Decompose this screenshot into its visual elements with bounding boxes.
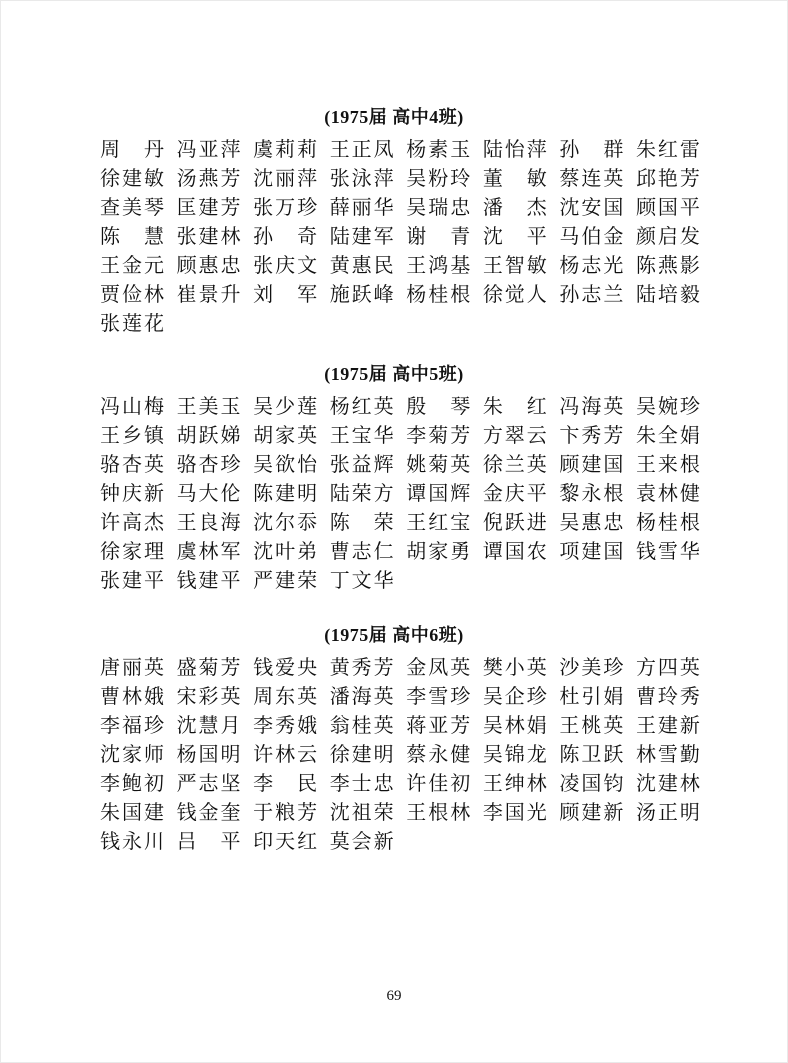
name-cell: 黄秀芳 bbox=[329, 657, 394, 679]
name-cell: 王建新 bbox=[635, 715, 700, 737]
name-cell: 张益辉 bbox=[329, 454, 394, 476]
name-cell: 邱艳芳 bbox=[635, 168, 700, 190]
name-cell: 周东英 bbox=[253, 686, 318, 708]
name-cell: 张莲花 bbox=[100, 313, 164, 335]
name-cell: 吴粉玲 bbox=[406, 168, 471, 190]
name-cell: 王良海 bbox=[176, 512, 241, 534]
name-cell: 虞莉莉 bbox=[253, 139, 318, 161]
name-cell: 吴企珍 bbox=[482, 686, 547, 708]
name-cell: 李士忠 bbox=[329, 773, 394, 795]
name-cell: 金凤英 bbox=[406, 657, 471, 679]
name-cell: 李菊芳 bbox=[406, 425, 471, 447]
name-cell: 沈建林 bbox=[635, 773, 700, 795]
name-cell: 徐家理 bbox=[100, 541, 164, 563]
name-cell: 钱金奎 bbox=[176, 802, 241, 824]
name-cell: 吴少莲 bbox=[253, 396, 318, 418]
name-cell: 宋彩英 bbox=[176, 686, 241, 708]
name-cell: 杨素玉 bbox=[406, 139, 471, 161]
name-cell: 潘海英 bbox=[329, 686, 394, 708]
name-cell: 钱雪华 bbox=[635, 541, 700, 563]
name-cell: 查美琴 bbox=[100, 197, 164, 219]
name-cell: 孙 群 bbox=[559, 139, 624, 161]
name-cell: 胡家英 bbox=[253, 425, 318, 447]
name-cell: 胡家勇 bbox=[406, 541, 471, 563]
name-cell: 李 民 bbox=[253, 773, 318, 795]
name-cell: 沈尔忝 bbox=[253, 512, 318, 534]
name-cell: 钱永川 bbox=[100, 831, 164, 853]
name-cell: 杨桂根 bbox=[635, 512, 700, 534]
name-cell: 张建林 bbox=[176, 226, 241, 248]
name-cell: 唐丽英 bbox=[100, 657, 164, 679]
name-cell: 陆建军 bbox=[329, 226, 394, 248]
name-cell: 陈燕影 bbox=[635, 255, 700, 277]
name-cell: 王宝华 bbox=[329, 425, 394, 447]
name-cell: 朱 红 bbox=[482, 396, 547, 418]
name-cell: 王金元 bbox=[100, 255, 164, 277]
name-cell: 沈叶弟 bbox=[253, 541, 318, 563]
name-cell: 姚菊英 bbox=[406, 454, 471, 476]
name-cell: 于粮芳 bbox=[253, 802, 318, 824]
name-cell: 陈建明 bbox=[253, 483, 318, 505]
name-cell: 钱爱央 bbox=[253, 657, 318, 679]
name-cell: 王美玉 bbox=[176, 396, 241, 418]
name-cell: 朱红雷 bbox=[635, 139, 700, 161]
name-cell: 刘 军 bbox=[253, 284, 318, 306]
name-cell: 吴欲怡 bbox=[253, 454, 318, 476]
name-cell: 樊小英 bbox=[482, 657, 547, 679]
name-cell: 张万珍 bbox=[253, 197, 318, 219]
name-cell: 王根林 bbox=[406, 802, 471, 824]
name-cell: 倪跃进 bbox=[482, 512, 547, 534]
name-cell: 顾国平 bbox=[635, 197, 700, 219]
name-cell: 王智敏 bbox=[482, 255, 547, 277]
name-cell: 杨志光 bbox=[559, 255, 624, 277]
name-cell: 朱全娟 bbox=[635, 425, 700, 447]
name-cell: 袁林健 bbox=[635, 483, 700, 505]
name-cell: 吴瑞忠 bbox=[406, 197, 471, 219]
name-cell: 蒋亚芳 bbox=[406, 715, 471, 737]
name-cell: 徐觉人 bbox=[482, 284, 547, 306]
name-cell: 顾建新 bbox=[559, 802, 624, 824]
section-title-class5: (1975届 高中5班) bbox=[324, 364, 464, 384]
name-cell: 杨桂根 bbox=[406, 284, 471, 306]
name-cell: 蔡永健 bbox=[406, 744, 471, 766]
name-cell: 吕 平 bbox=[176, 831, 241, 853]
page-number: 69 bbox=[386, 988, 402, 1004]
name-cell: 王乡镇 bbox=[100, 425, 164, 447]
name-cell: 蔡连英 bbox=[559, 168, 624, 190]
name-cell: 陈卫跃 bbox=[559, 744, 624, 766]
name-cell: 曹玲秀 bbox=[635, 686, 700, 708]
name-cell: 谭国农 bbox=[482, 541, 547, 563]
name-cell: 项建国 bbox=[559, 541, 624, 563]
name-cell: 严建荣 bbox=[253, 570, 318, 592]
name-cell: 汤正明 bbox=[635, 802, 700, 824]
section-title-class4: (1975届 高中4班) bbox=[324, 107, 464, 127]
name-cell: 殷 琴 bbox=[406, 396, 471, 418]
name-cell: 林雪勤 bbox=[635, 744, 700, 766]
name-cell: 冯山梅 bbox=[100, 396, 164, 418]
name-cell: 王来根 bbox=[635, 454, 700, 476]
name-cell: 徐建明 bbox=[329, 744, 394, 766]
name-cell: 陆培毅 bbox=[635, 284, 700, 306]
name-cell: 孙 奇 bbox=[253, 226, 318, 248]
name-cell: 马大伦 bbox=[176, 483, 241, 505]
names-grid-class4 bbox=[100, 136, 700, 339]
name-cell: 杜引娟 bbox=[559, 686, 624, 708]
name-cell: 杨国明 bbox=[176, 744, 241, 766]
name-cell: 薛丽华 bbox=[329, 197, 394, 219]
name-cell: 吴婉珍 bbox=[635, 396, 700, 418]
name-cell: 李鲍初 bbox=[100, 773, 164, 795]
name-cell: 吴锦龙 bbox=[482, 744, 547, 766]
name-cell: 黄惠民 bbox=[329, 255, 394, 277]
name-cell: 胡跃娣 bbox=[176, 425, 241, 447]
name-cell: 李雪珍 bbox=[406, 686, 471, 708]
name-cell: 王鸿基 bbox=[406, 255, 471, 277]
name-cell: 谭国辉 bbox=[406, 483, 471, 505]
name-cell: 匡建芳 bbox=[176, 197, 241, 219]
name-cell: 骆杏珍 bbox=[176, 454, 241, 476]
name-cell: 颜启发 bbox=[635, 226, 700, 248]
name-cell: 虞林军 bbox=[176, 541, 241, 563]
name-cell: 徐建敏 bbox=[100, 168, 164, 190]
name-cell: 沈安国 bbox=[559, 197, 624, 219]
name-cell: 吴惠忠 bbox=[559, 512, 624, 534]
name-cell: 黎永根 bbox=[559, 483, 624, 505]
name-cell: 冯海英 bbox=[559, 396, 624, 418]
name-cell: 钱建平 bbox=[176, 570, 241, 592]
name-cell: 许佳初 bbox=[406, 773, 471, 795]
name-cell: 李福珍 bbox=[100, 715, 164, 737]
name-cell: 骆杏英 bbox=[100, 454, 164, 476]
name-cell: 王红宝 bbox=[406, 512, 471, 534]
name-cell: 李秀娥 bbox=[253, 715, 318, 737]
name-cell: 凌国钧 bbox=[559, 773, 624, 795]
name-cell: 张建平 bbox=[100, 570, 164, 592]
section-title-class6: (1975届 高中6班) bbox=[324, 625, 464, 645]
name-cell: 丁文华 bbox=[329, 570, 394, 592]
name-cell: 卞秀芳 bbox=[559, 425, 624, 447]
name-cell: 马伯金 bbox=[559, 226, 624, 248]
name-cell: 谢 青 bbox=[406, 226, 471, 248]
name-cell: 顾建国 bbox=[559, 454, 624, 476]
name-cell: 沈祖荣 bbox=[329, 802, 394, 824]
name-cell: 曹林娥 bbox=[100, 686, 164, 708]
name-cell: 王桃英 bbox=[559, 715, 624, 737]
name-cell: 莫会新 bbox=[329, 831, 394, 853]
name-cell: 陆怡萍 bbox=[482, 139, 547, 161]
name-cell: 许高杰 bbox=[100, 512, 164, 534]
names-grid-class6 bbox=[100, 654, 700, 857]
name-cell: 徐兰英 bbox=[482, 454, 547, 476]
name-cell: 汤燕芳 bbox=[176, 168, 241, 190]
name-cell: 陆荣方 bbox=[329, 483, 394, 505]
name-cell: 沈慧月 bbox=[176, 715, 241, 737]
name-cell: 方四英 bbox=[635, 657, 700, 679]
name-cell: 吴林娟 bbox=[482, 715, 547, 737]
name-cell: 沈丽萍 bbox=[253, 168, 318, 190]
name-cell: 朱国建 bbox=[100, 802, 164, 824]
name-cell: 陈 荣 bbox=[329, 512, 394, 534]
name-cell: 张泳萍 bbox=[329, 168, 394, 190]
name-cell: 杨红英 bbox=[329, 396, 394, 418]
name-cell: 印天红 bbox=[253, 831, 318, 853]
name-cell: 孙志兰 bbox=[559, 284, 624, 306]
name-cell: 翁桂英 bbox=[329, 715, 394, 737]
name-cell: 周 丹 bbox=[100, 139, 164, 161]
name-cell: 王正凤 bbox=[329, 139, 394, 161]
name-cell: 顾惠忠 bbox=[176, 255, 241, 277]
name-cell: 冯亚萍 bbox=[176, 139, 241, 161]
name-cell: 盛菊芳 bbox=[176, 657, 241, 679]
name-cell: 曹志仁 bbox=[329, 541, 394, 563]
name-cell: 陈 慧 bbox=[100, 226, 164, 248]
name-cell: 贾俭林 bbox=[100, 284, 164, 306]
name-cell: 金庆平 bbox=[482, 483, 547, 505]
name-cell: 严志坚 bbox=[176, 773, 241, 795]
name-cell: 王绅林 bbox=[482, 773, 547, 795]
name-cell: 沈家师 bbox=[100, 744, 164, 766]
name-cell: 张庆文 bbox=[253, 255, 318, 277]
name-cell: 施跃峰 bbox=[329, 284, 394, 306]
name-cell: 沈 平 bbox=[482, 226, 547, 248]
name-cell: 许林云 bbox=[253, 744, 318, 766]
name-cell: 方翠云 bbox=[482, 425, 547, 447]
name-cell: 李国光 bbox=[482, 802, 547, 824]
name-cell: 沙美珍 bbox=[559, 657, 624, 679]
name-cell: 钟庆新 bbox=[100, 483, 164, 505]
name-cell: 崔景升 bbox=[176, 284, 241, 306]
names-grid-class5 bbox=[100, 393, 700, 596]
name-cell: 董 敏 bbox=[482, 168, 547, 190]
name-cell: 潘 杰 bbox=[482, 197, 547, 219]
